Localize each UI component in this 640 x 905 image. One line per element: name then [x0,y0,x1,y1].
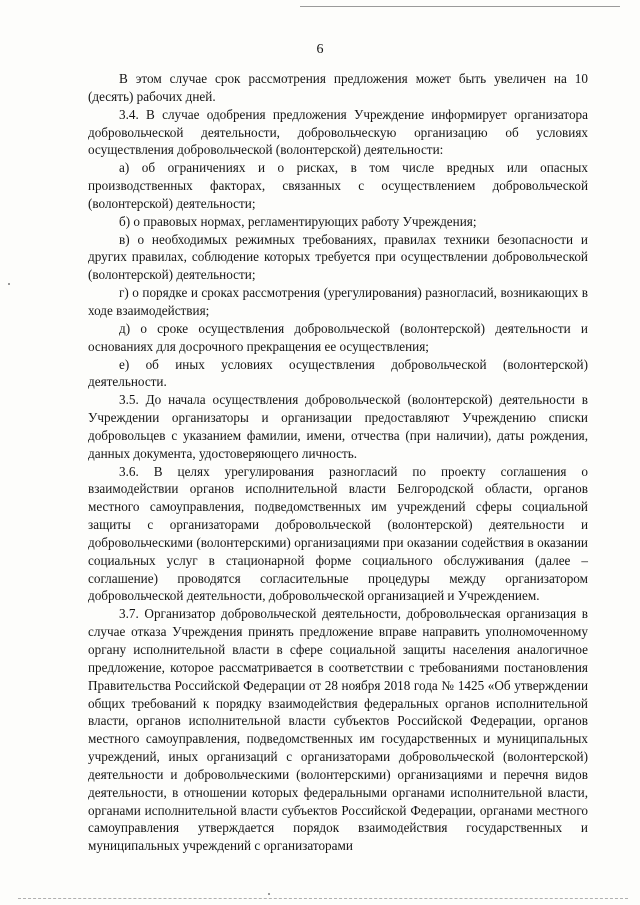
list-item-b: б) о правовых нормах, регламентирующих работу Учреждения; [119,213,477,229]
document-body [88,70,588,855]
list-item-v: в) о необходимых режимных требованиях, правилах техники безопасности и других правилах, соблюдение которых требуется при осуществлении добровольческой (волонтерской) деятельности; [88,231,588,283]
page-number: 6 [316,42,324,57]
paragraph-3-4: 3.4. В случае одобрения предложения Учреждение информирует организатора добровольческой деятельности, добровольческую организацию об условиях осуществления добровольческой (волонтерской) деятельности: [88,106,588,158]
paragraph-3-5: 3.5. До начала осуществления добровольческой (волонтерской) деятельности в Учреждении организаторы и организации предоставляют Учреждению списки добровольцев с указанием фамилии, имени, отчества (при наличии), даты рождения, данных документа, удостоверяющего личность. [88,392,588,461]
paragraph-3-7: 3.7. Организатор добровольческой деятельности, добровольческая организация в случае отказа Учреждения принять предложение вправе направить уполномоченному органу исполнительной власти в сфере социальной защиты населения аналогичное предложение, которое рассматривается в соответствии с требованиями постановления Правительства Российской Федерации от 28 ноября 2018 года № 1425 «Об утверждении общих требований к порядку взаимодействия федеральных органов исполнительной власти, органов исполнительной власти субъектов Российской Федерации, органов местного самоуправления, подведомственных им государственных и муниципальных учреждений, иных организаций с организаторами добровольческой (волонтерской) деятельности и добровольческими (волонтерскими) организациями и перечня видов деятельности, в отношении которых федеральными органами исполнительной власти, органами исполнительной власти субъектов Российской Федерации, органами местного самоуправления утверждается порядок взаимодействия государственных и муниципальных учреждений с организаторами [88,606,588,854]
scan-speck [268,893,270,895]
list-item-a: а) об ограничениях и о рисках, в том числе вредных или опасных производственных факторах, связанных с осуществлением добровольческой (волонтерской) деятельности; [88,160,588,211]
paragraph-deadline-extension: В этом случае срок рассмотрения предложения может быть увеличен на 10 (десять) рабочих дней. [88,71,588,104]
list-item-g: г) о порядке и сроках рассмотрения (урегулирования) разногласий, возникающих в ходе взаимодействия; [88,285,588,318]
scan-edge-bottom [18,898,628,899]
scan-edge-top [300,6,620,7]
list-item-d: д) о сроке осуществления добровольческой (волонтерской) деятельности и основаниях для досрочного прекращения ее осуществления; [88,320,588,354]
paragraph-3-6: 3.6. В целях урегулирования разногласий по проекту соглашения о взаимодействии органов исполнительной власти Белгородской области, органов местного самоуправления, подведомственных им учреждений сферы социальной защиты с организаторами добровольческой (волонтерской) деятельности и добровольческими (волонтерскими) организациями при оказании содействия в оказании социальных услуг в стационарной форме социального обслуживания (далее – соглашение) проводятся согласительные процедуры между организатором добровольческой деятельности, добровольческой организацией и Учреждением. [88,463,588,604]
scan-speck [8,283,10,285]
list-item-e: е) об иных условиях осуществления добровольческой (волонтерской) деятельности. [88,356,588,390]
